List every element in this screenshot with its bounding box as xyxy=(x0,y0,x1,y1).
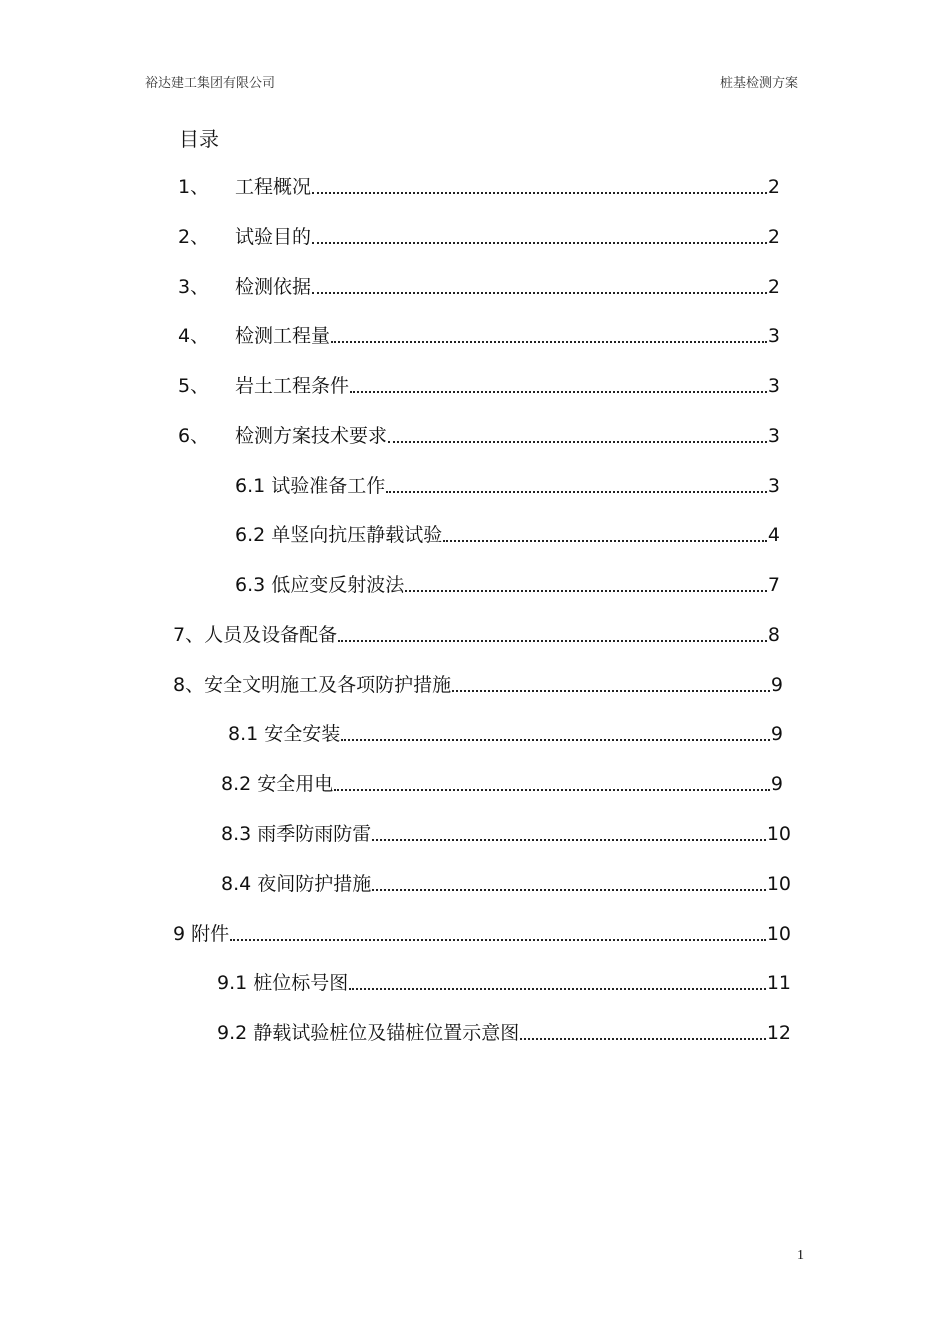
toc-entry-number: 5、 xyxy=(178,375,210,397)
toc-entry-label: 8.2 安全用电 xyxy=(221,773,334,795)
toc-entry-9-1[interactable] xyxy=(217,971,791,995)
toc-entry-9[interactable] xyxy=(173,922,791,946)
toc-entry-number: 1、 xyxy=(178,176,210,198)
toc-entry-label: 试验目的 xyxy=(235,226,312,248)
toc-entry-page: 11 xyxy=(766,972,791,994)
toc-entry-page: 2 xyxy=(767,176,780,198)
toc-entry-4[interactable] xyxy=(178,324,780,348)
toc-dot-leader xyxy=(338,640,767,642)
toc-entry-page: 12 xyxy=(766,1022,791,1044)
toc-entry-page: 3 xyxy=(767,325,780,347)
toc-entry-page: 10 xyxy=(766,823,791,845)
toc-entry-label: 9.2 静载试验桩位及锚桩位置示意图 xyxy=(217,1022,520,1044)
toc-entry-page: 3 xyxy=(767,475,780,497)
toc-entry-label: 8.1 安全安装 xyxy=(228,723,341,745)
toc-entry-label: 9.1 桩位标号图 xyxy=(217,972,349,994)
toc-entry-label: 9 附件 xyxy=(173,923,230,945)
toc-entry-8[interactable] xyxy=(173,673,783,697)
toc-entry-label: 8、安全文明施工及各项防护措施 xyxy=(173,674,452,696)
toc-entry-label: 岩土工程条件 xyxy=(235,375,350,397)
toc-entry-3[interactable] xyxy=(178,275,780,299)
toc-entry-6[interactable] xyxy=(178,424,780,448)
toc-dot-leader xyxy=(312,242,767,244)
toc-entry-label: 7、人员及设备配备 xyxy=(173,624,338,646)
toc-dot-leader xyxy=(405,590,767,592)
toc-dot-leader xyxy=(452,690,770,692)
toc-entry-8-3[interactable] xyxy=(221,822,791,846)
toc-entry-9-2[interactable] xyxy=(217,1021,791,1045)
toc-dot-leader xyxy=(349,988,766,990)
toc-entry-label: 6.2 单竖向抗压静载试验 xyxy=(235,524,443,546)
toc-entry-label: 检测依据 xyxy=(235,276,312,298)
toc-dot-leader xyxy=(312,292,767,294)
toc-entry-number: 2、 xyxy=(178,226,210,248)
toc-dot-leader xyxy=(334,789,770,791)
toc-entry-page: 3 xyxy=(767,425,780,447)
toc-entry-label: 8.3 雨季防雨防雷 xyxy=(221,823,372,845)
toc-dot-leader xyxy=(443,540,767,542)
toc-entry-5[interactable] xyxy=(178,374,780,398)
toc-entry-page: 4 xyxy=(767,524,780,546)
page-header-company: 裕达建工集团有限公司 xyxy=(145,76,276,91)
toc-dot-leader xyxy=(230,939,766,941)
toc-entry-8-1[interactable] xyxy=(228,722,783,746)
toc-entry-page: 10 xyxy=(766,873,791,895)
toc-entry-label: 检测方案技术要求 xyxy=(235,425,388,447)
toc-entry-6-3[interactable] xyxy=(235,573,780,597)
toc-entry-8-4[interactable] xyxy=(221,872,791,896)
toc-entry-page: 3 xyxy=(767,375,780,397)
toc-entry-2[interactable] xyxy=(178,225,780,249)
toc-entry-page: 2 xyxy=(767,226,780,248)
toc-entry-7[interactable] xyxy=(173,623,780,647)
toc-entry-6-1[interactable] xyxy=(235,474,780,498)
toc-title: 目录 xyxy=(179,127,219,151)
toc-entry-label: 6.1 试验准备工作 xyxy=(235,475,386,497)
toc-dot-leader xyxy=(388,441,767,443)
toc-entry-page: 10 xyxy=(766,923,791,945)
toc-entry-page: 2 xyxy=(767,276,780,298)
toc-entry-page: 9 xyxy=(770,723,783,745)
toc-dot-leader xyxy=(341,739,770,741)
toc-entry-page: 9 xyxy=(770,674,783,696)
toc-dot-leader xyxy=(350,391,767,393)
toc-entry-page: 9 xyxy=(770,773,783,795)
toc-entry-6-2[interactable] xyxy=(235,523,780,547)
toc-dot-leader xyxy=(312,192,767,194)
toc-entry-number: 3、 xyxy=(178,276,210,298)
page-number: 1 xyxy=(797,1248,804,1263)
toc-dot-leader xyxy=(386,491,767,493)
toc-entry-label: 6.3 低应变反射波法 xyxy=(235,574,405,596)
toc-dot-leader xyxy=(372,839,766,841)
toc-dot-leader xyxy=(331,341,767,343)
toc-entry-1[interactable] xyxy=(178,175,780,199)
toc-entry-label: 8.4 夜间防护措施 xyxy=(221,873,372,895)
toc-entry-label: 检测工程量 xyxy=(235,325,331,347)
toc-dot-leader xyxy=(372,889,766,891)
toc-entry-number: 4、 xyxy=(178,325,210,347)
toc-entry-page: 8 xyxy=(767,624,780,646)
page-header-doc-title: 桩基检测方案 xyxy=(719,76,798,91)
toc-entry-number: 6、 xyxy=(178,425,210,447)
toc-entry-label: 工程概况 xyxy=(235,176,312,198)
toc-entry-8-2[interactable] xyxy=(221,772,783,796)
toc-dot-leader xyxy=(520,1038,766,1040)
toc-entry-page: 7 xyxy=(767,574,780,596)
